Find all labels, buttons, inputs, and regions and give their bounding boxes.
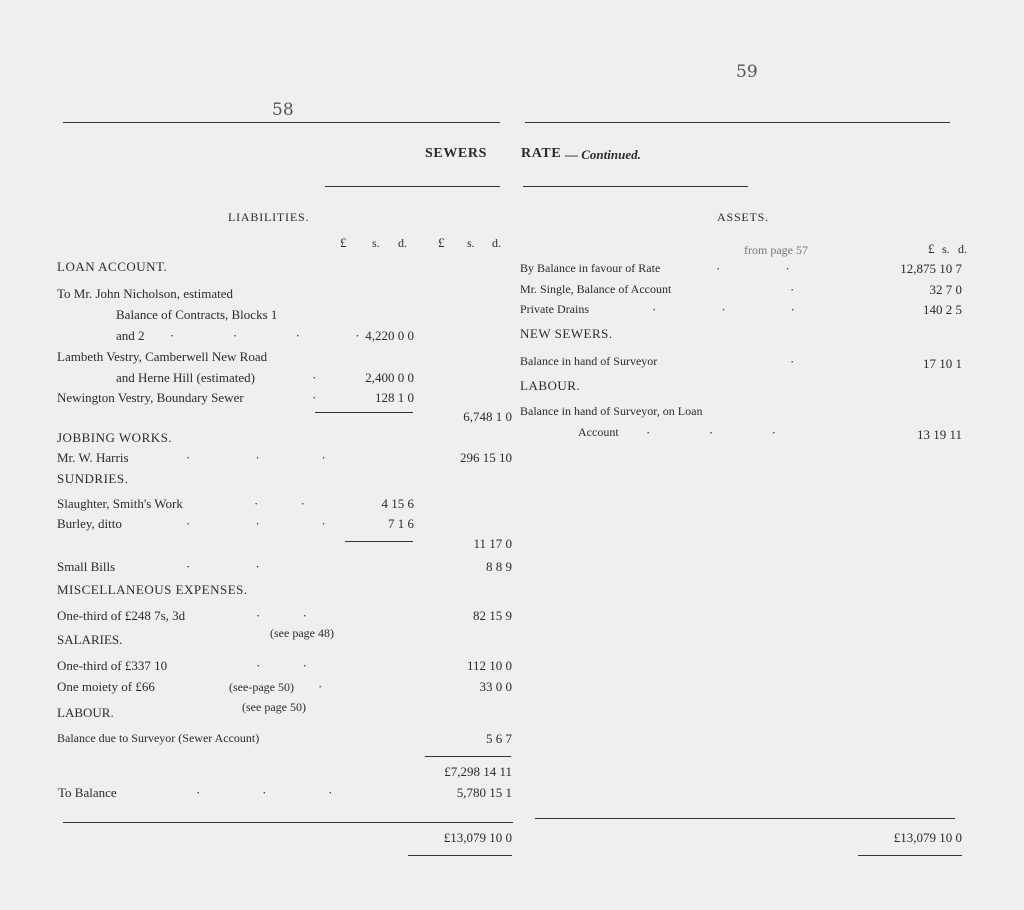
amount: 5,780 15 1 [456,785,512,800]
section-salaries: SALARIES. [57,632,123,647]
section-jobbing-works: JOBBING WORKS. [57,430,173,445]
rule [408,855,512,856]
section-labour: LABOUR. [57,705,114,720]
rule [858,855,962,856]
col-shillings: s. [372,236,380,250]
page-reference: (see-page 50) [229,680,294,694]
col-pounds: £ [438,235,445,250]
assets-heading: ASSETS. [717,210,769,224]
amount: 296 15 10 [460,450,512,465]
entry-private-drains: Private Drains [520,302,589,316]
page-reference: (see page 50) [242,700,306,714]
amount: 128 1 0 [375,390,414,405]
entry-one-third-248: One-third of £248 7s, 3d [57,608,186,623]
col-pence: d. [492,236,501,250]
section-labour: LABOUR. [520,378,581,393]
col-shillings: s. [942,242,950,256]
rule [425,756,511,757]
entry-lambeth-cont: and Herne Hill (estimated) [116,370,255,385]
amount: 33 0 0 [479,679,512,694]
rule [315,412,413,413]
title-right: RATE [521,146,562,161]
entry-lambeth: Lambeth Vestry, Camberwell New Road [57,349,268,364]
col-shillings: s. [467,236,475,250]
from-page-note: from page 57 [744,243,808,257]
rule [523,186,748,187]
section-misc-expenses: MISCELLANEOUS EXPENSES. [57,582,248,597]
rule [535,818,955,819]
col-pence: d. [958,242,967,256]
leader-dots: · · [186,559,260,574]
entry-moiety-66: One moiety of £66 [57,679,155,694]
entry-newington: Newington Vestry, Boundary Sewer [57,390,244,405]
entry-slaughter: Slaughter, Smith's Work [57,496,183,511]
rule [63,122,500,123]
subtotal: £7,298 14 11 [444,764,512,779]
leader-dots: · · [716,261,790,276]
leader-dots: · · [254,496,305,511]
amount: 112 10 0 [466,658,512,673]
subtotal: 11 17 0 [473,536,512,551]
section-sundries: SUNDRIES. [57,471,129,486]
entry-by-balance: By Balance in favour of Rate [520,261,661,275]
col-pounds: £ [340,235,347,250]
col-pence: d. [398,236,407,250]
amount: 82 15 9 [473,608,512,623]
entry-nicholson: To Mr. John Nicholson, estimated [57,286,234,301]
leader-dots: · [790,282,795,297]
col-pounds: £ [928,241,935,256]
leader-dots: · [312,390,317,405]
leader-dots: · · · [196,785,333,800]
leader-dots: · · [256,608,307,623]
entry-nicholson-cont: and 2 [116,328,145,343]
entry-small-bills: Small Bills [57,559,116,574]
entry-one-third-337: One-third of £337 10 [57,658,168,673]
entry-to-balance: To Balance [58,785,117,800]
amount: 32 7 0 [929,282,962,297]
leader-dots: · [790,354,795,369]
leader-dots: · [312,370,317,385]
leader-dots: · · · [646,425,776,440]
leader-dots: · · · [186,450,326,465]
entry-single: Mr. Single, Balance of Account [520,282,672,296]
entry-new-sewers-balance: Balance in hand of Surveyor [520,354,658,368]
title-continued: — Continued. [565,147,641,162]
amount: 7 1 6 [388,516,414,531]
page-number-left: 58 [272,100,294,120]
title-left: SEWERS [425,146,487,161]
rule [345,541,413,542]
entry-balance-surveyor: Balance due to Surveyor (Sewer Account) [57,731,260,745]
grand-total-liabilities: £13,079 10 0 [443,830,512,845]
amount: 4 15 6 [381,496,414,511]
leader-dots: · · [256,658,307,673]
rule [325,186,500,187]
amount: 13 19 11 [916,427,962,442]
amount: 140 2 5 [923,302,962,317]
amount: 8 8 9 [486,559,512,574]
page-number-right: 59 [736,62,758,82]
rule [525,122,950,123]
liabilities-heading: LIABILITIES. [228,210,310,224]
subtotal: 6,748 1 0 [463,409,512,424]
page-reference: (see page 48) [270,626,334,640]
entry-nicholson-cont: Balance of Contracts, Blocks 1 [116,307,278,322]
entry-harris: Mr. W. Harris [57,450,129,465]
amount: 17 10 1 [923,356,962,371]
amount: 5 6 7 [486,731,512,746]
entry-burley: Burley, ditto [57,516,122,531]
amount: 12,875 10 7 [900,261,962,276]
section-new-sewers: NEW SEWERS. [520,326,613,341]
rule [63,822,513,823]
leader-dots: · · · [652,302,795,317]
section-loan-account: LOAN ACCOUNT. [57,259,168,274]
leader-dots: · · · [186,516,326,531]
amount: 2,400 0 0 [365,370,414,385]
grand-total-assets: £13,079 10 0 [893,830,962,845]
amount: 4,220 0 0 [365,328,414,343]
leader-dots: · [318,679,323,694]
entry-labour-balance-cont: Account [578,425,619,439]
entry-labour-balance: Balance in hand of Surveyor, on Loan [520,404,703,418]
leader-dots: · · · · [170,328,360,343]
